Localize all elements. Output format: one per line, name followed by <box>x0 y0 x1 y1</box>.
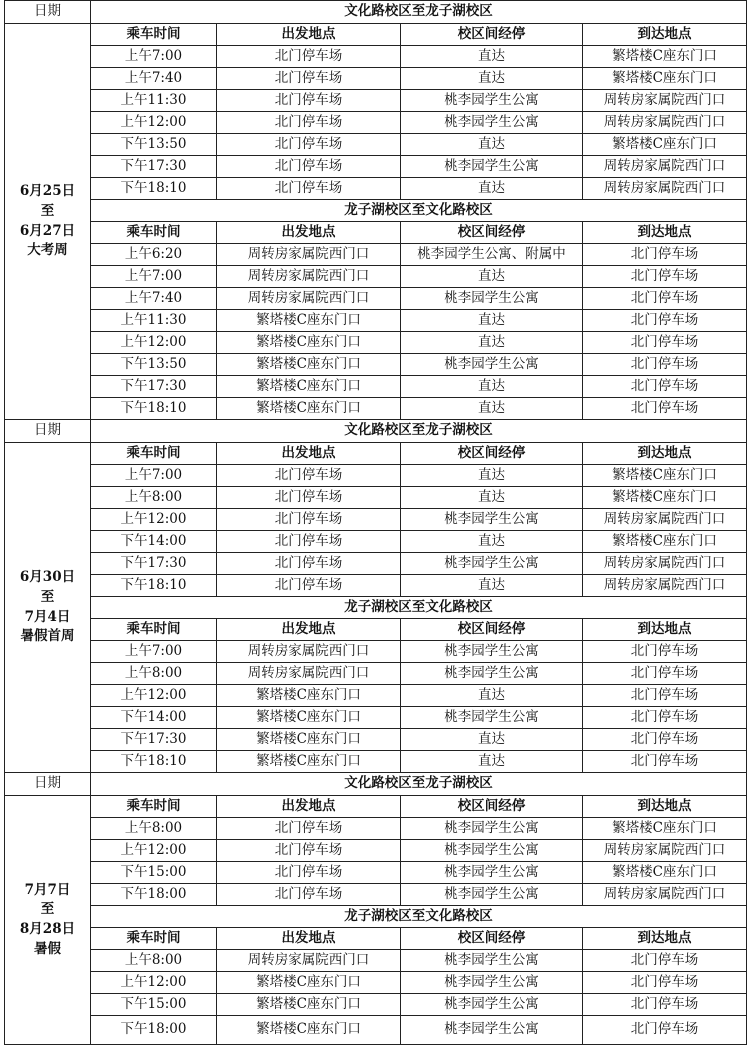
arrival-location-cell: 北门停车场 <box>583 310 747 332</box>
arrival-location-cell: 北门停车场 <box>583 972 747 994</box>
departure-time-cell: 上午11:30 <box>91 310 217 332</box>
departure-time-header: 乘车时间 <box>91 443 217 465</box>
departure-location-cell: 北门停车场 <box>217 112 401 134</box>
departure-time-cell: 下午18:10 <box>91 575 217 597</box>
intermediate-stop-cell: 桃李园学生公寓 <box>401 840 583 862</box>
schedule-row <box>5 134 747 156</box>
date-line: 6月25日 <box>19 183 76 200</box>
route-title: 龙子湖校区至文化路校区 <box>91 906 747 928</box>
intermediate-stop-cell: 桃李园学生公寓 <box>401 641 583 663</box>
intermediate-stop-cell: 直达 <box>401 332 583 354</box>
departure-location-cell: 北门停车场 <box>217 840 401 862</box>
departure-time-cell: 上午12:00 <box>91 509 217 531</box>
intermediate-stop-header: 校区间经停 <box>401 928 583 950</box>
arrival-location-cell: 周转房家属院西门口 <box>583 156 747 178</box>
arrival-location-cell: 周转房家属院西门口 <box>583 840 747 862</box>
intermediate-stop-cell: 桃李园学生公寓 <box>401 707 583 729</box>
arrival-location-header: 到达地点 <box>583 796 747 818</box>
intermediate-stop-header: 校区间经停 <box>401 619 583 641</box>
schedule-row <box>5 531 747 553</box>
departure-time-cell: 下午14:00 <box>91 707 217 729</box>
intermediate-stop-cell: 直达 <box>401 178 583 200</box>
intermediate-stop-cell: 直达 <box>401 531 583 553</box>
intermediate-stop-cell: 桃李园学生公寓 <box>401 950 583 972</box>
departure-time-cell: 下午13:50 <box>91 134 217 156</box>
date-column-header: 日期 <box>5 1 91 24</box>
departure-time-cell: 上午8:00 <box>91 487 217 509</box>
departure-location-cell: 北门停车场 <box>217 68 401 90</box>
departure-location-cell: 北门停车场 <box>217 46 401 68</box>
intermediate-stop-cell: 桃李园学生公寓 <box>401 884 583 906</box>
schedule-row <box>5 1016 747 1045</box>
schedule-row <box>5 354 747 376</box>
date-range-cell <box>5 443 91 773</box>
schedule-row <box>5 818 747 840</box>
schedule-row <box>5 553 747 575</box>
intermediate-stop-cell: 直达 <box>401 465 583 487</box>
arrival-location-cell: 繁塔楼C座东门口 <box>583 862 747 884</box>
arrival-location-cell: 繁塔楼C座东门口 <box>583 465 747 487</box>
departure-location-cell: 繁塔楼C座东门口 <box>217 751 401 773</box>
arrival-location-cell: 北门停车场 <box>583 288 747 310</box>
schedule-row <box>5 509 747 531</box>
date-line: 6月27日 <box>19 222 76 239</box>
arrival-location-cell: 周转房家属院西门口 <box>583 112 747 134</box>
date-line: 至 <box>40 202 55 219</box>
column-header-row <box>5 222 747 244</box>
schedule-row <box>5 707 747 729</box>
period-label: 暑假 <box>34 940 61 957</box>
intermediate-stop-cell: 桃李园学生公寓 <box>401 663 583 685</box>
date-header-row <box>5 1 747 24</box>
intermediate-stop-cell: 桃李园学生公寓 <box>401 90 583 112</box>
arrival-location-cell: 北门停车场 <box>583 376 747 398</box>
departure-time-cell: 下午18:10 <box>91 398 217 420</box>
arrival-location-cell: 繁塔楼C座东门口 <box>583 46 747 68</box>
schedule-row <box>5 68 747 90</box>
intermediate-stop-cell: 直达 <box>401 575 583 597</box>
intermediate-stop-cell: 桃李园学生公寓 <box>401 972 583 994</box>
arrival-location-cell: 周转房家属院西门口 <box>583 553 747 575</box>
arrival-location-cell: 繁塔楼C座东门口 <box>583 818 747 840</box>
arrival-location-cell: 周转房家属院西门口 <box>583 178 747 200</box>
departure-location-cell: 北门停车场 <box>217 884 401 906</box>
date-line: 至 <box>40 901 55 918</box>
intermediate-stop-cell: 桃李园学生公寓 <box>401 553 583 575</box>
arrival-location-cell: 北门停车场 <box>583 1016 747 1045</box>
schedule-row <box>5 663 747 685</box>
intermediate-stop-header: 校区间经停 <box>401 796 583 818</box>
departure-time-header: 乘车时间 <box>91 619 217 641</box>
route-title: 龙子湖校区至文化路校区 <box>91 200 747 222</box>
departure-time-cell: 上午7:40 <box>91 288 217 310</box>
departure-time-cell: 上午7:00 <box>91 266 217 288</box>
departure-location-cell: 北门停车场 <box>217 487 401 509</box>
departure-location-cell: 北门停车场 <box>217 178 401 200</box>
departure-location-cell: 北门停车场 <box>217 862 401 884</box>
intermediate-stop-cell: 桃李园学生公寓 <box>401 994 583 1016</box>
column-header-row <box>5 443 747 465</box>
departure-location-cell: 北门停车场 <box>217 575 401 597</box>
arrival-location-header: 到达地点 <box>583 443 747 465</box>
departure-time-header: 乘车时间 <box>91 24 217 46</box>
schedule-row <box>5 994 747 1016</box>
schedule-row <box>5 46 747 68</box>
departure-location-header: 出发地点 <box>217 928 401 950</box>
departure-location-cell: 周转房家属院西门口 <box>217 266 401 288</box>
schedule-row <box>5 288 747 310</box>
route-title: 文化路校区至龙子湖校区 <box>91 420 747 443</box>
arrival-location-cell: 北门停车场 <box>583 398 747 420</box>
schedule-row <box>5 972 747 994</box>
departure-location-cell: 北门停车场 <box>217 531 401 553</box>
departure-location-cell: 繁塔楼C座东门口 <box>217 332 401 354</box>
route-title: 文化路校区至龙子湖校区 <box>91 1 747 24</box>
departure-time-cell: 上午12:00 <box>91 332 217 354</box>
departure-time-cell: 下午15:00 <box>91 862 217 884</box>
intermediate-stop-cell: 桃李园学生公寓 <box>401 112 583 134</box>
period-label: 暑假首周 <box>20 628 75 645</box>
departure-location-cell: 北门停车场 <box>217 465 401 487</box>
arrival-location-cell: 北门停车场 <box>583 266 747 288</box>
departure-location-cell: 北门停车场 <box>217 509 401 531</box>
column-header-row <box>5 928 747 950</box>
schedule-row <box>5 398 747 420</box>
date-line: 6月30日 <box>19 569 76 586</box>
departure-time-cell: 上午12:00 <box>91 840 217 862</box>
arrival-location-cell: 北门停车场 <box>583 354 747 376</box>
date-column-header: 日期 <box>5 773 91 796</box>
route-title: 龙子湖校区至文化路校区 <box>91 597 747 619</box>
intermediate-stop-cell: 直达 <box>401 266 583 288</box>
departure-time-cell: 上午7:00 <box>91 641 217 663</box>
column-header-row <box>5 24 747 46</box>
arrival-location-cell: 北门停车场 <box>583 994 747 1016</box>
intermediate-stop-cell: 桃李园学生公寓 <box>401 288 583 310</box>
arrival-location-cell: 周转房家属院西门口 <box>583 90 747 112</box>
date-header-row <box>5 420 747 443</box>
departure-time-cell: 下午17:30 <box>91 376 217 398</box>
arrival-location-header: 到达地点 <box>583 928 747 950</box>
arrival-location-header: 到达地点 <box>583 619 747 641</box>
route-title-row <box>5 200 747 222</box>
departure-time-cell: 下午18:00 <box>91 1016 217 1045</box>
departure-time-cell: 上午7:00 <box>91 465 217 487</box>
departure-location-cell: 北门停车场 <box>217 156 401 178</box>
intermediate-stop-cell: 桃李园学生公寓、附属中 <box>401 244 583 266</box>
departure-time-cell: 上午6:20 <box>91 244 217 266</box>
schedule-row <box>5 685 747 707</box>
arrival-location-cell: 周转房家属院西门口 <box>583 509 747 531</box>
intermediate-stop-cell: 直达 <box>401 487 583 509</box>
arrival-location-cell: 繁塔楼C座东门口 <box>583 531 747 553</box>
arrival-location-cell: 北门停车场 <box>583 663 747 685</box>
schedule-row <box>5 862 747 884</box>
departure-location-header: 出发地点 <box>217 24 401 46</box>
departure-location-cell: 北门停车场 <box>217 90 401 112</box>
departure-location-cell: 繁塔楼C座东门口 <box>217 729 401 751</box>
departure-location-cell: 周转房家属院西门口 <box>217 244 401 266</box>
departure-time-cell: 上午8:00 <box>91 663 217 685</box>
date-line: 7月4日 <box>24 608 71 625</box>
route-title-row <box>5 597 747 619</box>
date-range-cell <box>5 24 91 420</box>
intermediate-stop-cell: 直达 <box>401 310 583 332</box>
schedule-row <box>5 266 747 288</box>
intermediate-stop-cell: 桃李园学生公寓 <box>401 156 583 178</box>
departure-location-cell: 繁塔楼C座东门口 <box>217 310 401 332</box>
departure-time-cell: 上午8:00 <box>91 950 217 972</box>
departure-time-cell: 下午14:00 <box>91 531 217 553</box>
departure-location-cell: 北门停车场 <box>217 134 401 156</box>
departure-location-cell: 繁塔楼C座东门口 <box>217 398 401 420</box>
departure-location-header: 出发地点 <box>217 619 401 641</box>
departure-time-cell: 上午7:00 <box>91 46 217 68</box>
schedule-row <box>5 376 747 398</box>
intermediate-stop-header: 校区间经停 <box>401 222 583 244</box>
intermediate-stop-cell: 桃李园学生公寓 <box>401 354 583 376</box>
arrival-location-cell: 北门停车场 <box>583 707 747 729</box>
departure-location-cell: 北门停车场 <box>217 553 401 575</box>
arrival-location-cell: 北门停车场 <box>583 729 747 751</box>
schedule-row <box>5 244 747 266</box>
arrival-location-cell: 北门停车场 <box>583 641 747 663</box>
arrival-location-header: 到达地点 <box>583 24 747 46</box>
departure-time-cell: 下午17:30 <box>91 729 217 751</box>
departure-time-cell: 下午13:50 <box>91 354 217 376</box>
arrival-location-cell: 北门停车场 <box>583 244 747 266</box>
arrival-location-header: 到达地点 <box>583 222 747 244</box>
departure-location-cell: 繁塔楼C座东门口 <box>217 685 401 707</box>
arrival-location-cell: 周转房家属院西门口 <box>583 884 747 906</box>
schedule-row <box>5 465 747 487</box>
departure-time-header: 乘车时间 <box>91 928 217 950</box>
schedule-row <box>5 729 747 751</box>
departure-location-cell: 周转房家属院西门口 <box>217 641 401 663</box>
departure-location-header: 出发地点 <box>217 443 401 465</box>
departure-time-cell: 下午15:00 <box>91 994 217 1016</box>
departure-time-cell: 下午17:30 <box>91 156 217 178</box>
departure-time-cell: 上午11:30 <box>91 90 217 112</box>
date-range-cell <box>5 796 91 1045</box>
intermediate-stop-cell: 桃李园学生公寓 <box>401 862 583 884</box>
departure-time-cell: 下午17:30 <box>91 553 217 575</box>
schedule-row <box>5 884 747 906</box>
arrival-location-cell: 北门停车场 <box>583 332 747 354</box>
departure-location-cell: 繁塔楼C座东门口 <box>217 972 401 994</box>
arrival-location-cell: 北门停车场 <box>583 685 747 707</box>
schedule-row <box>5 840 747 862</box>
departure-time-header: 乘车时间 <box>91 796 217 818</box>
departure-location-header: 出发地点 <box>217 796 401 818</box>
date-column-header: 日期 <box>5 420 91 443</box>
column-header-row <box>5 796 747 818</box>
intermediate-stop-cell: 桃李园学生公寓 <box>401 1016 583 1045</box>
intermediate-stop-cell: 直达 <box>401 134 583 156</box>
departure-time-cell: 下午18:10 <box>91 178 217 200</box>
arrival-location-cell: 繁塔楼C座东门口 <box>583 134 747 156</box>
intermediate-stop-cell: 桃李园学生公寓 <box>401 509 583 531</box>
departure-time-cell: 上午12:00 <box>91 972 217 994</box>
schedule-row <box>5 156 747 178</box>
schedule-row <box>5 178 747 200</box>
intermediate-stop-cell: 直达 <box>401 376 583 398</box>
arrival-location-cell: 北门停车场 <box>583 751 747 773</box>
intermediate-stop-cell: 直达 <box>401 68 583 90</box>
date-header-row <box>5 773 747 796</box>
departure-location-cell: 北门停车场 <box>217 818 401 840</box>
intermediate-stop-cell: 直达 <box>401 46 583 68</box>
date-line: 8月28日 <box>19 921 76 937</box>
departure-location-cell: 周转房家属院西门口 <box>217 288 401 310</box>
departure-location-cell: 繁塔楼C座东门口 <box>217 707 401 729</box>
schedule-row <box>5 751 747 773</box>
schedule-row <box>5 641 747 663</box>
intermediate-stop-cell: 直达 <box>401 751 583 773</box>
departure-time-cell: 下午18:00 <box>91 884 217 906</box>
schedule-row <box>5 950 747 972</box>
arrival-location-cell: 周转房家属院西门口 <box>583 575 747 597</box>
schedule-row <box>5 332 747 354</box>
schedule-row <box>5 310 747 332</box>
schedule-body <box>5 1 747 1045</box>
departure-location-cell: 繁塔楼C座东门口 <box>217 354 401 376</box>
column-header-row <box>5 619 747 641</box>
intermediate-stop-header: 校区间经停 <box>401 443 583 465</box>
arrival-location-cell: 繁塔楼C座东门口 <box>583 487 747 509</box>
intermediate-stop-header: 校区间经停 <box>401 24 583 46</box>
date-line: 7月7日 <box>24 881 71 898</box>
departure-location-cell: 周转房家属院西门口 <box>217 663 401 685</box>
period-label: 大考周 <box>27 242 68 259</box>
schedule-row <box>5 90 747 112</box>
schedule-row <box>5 575 747 597</box>
intermediate-stop-cell: 直达 <box>401 398 583 420</box>
departure-location-cell: 繁塔楼C座东门口 <box>217 1016 401 1045</box>
schedule-row <box>5 112 747 134</box>
arrival-location-cell: 繁塔楼C座东门口 <box>583 68 747 90</box>
intermediate-stop-cell: 直达 <box>401 729 583 751</box>
departure-location-cell: 繁塔楼C座东门口 <box>217 994 401 1016</box>
departure-location-cell: 周转房家属院西门口 <box>217 950 401 972</box>
route-title: 文化路校区至龙子湖校区 <box>91 773 747 796</box>
departure-location-header: 出发地点 <box>217 222 401 244</box>
departure-time-cell: 上午8:00 <box>91 818 217 840</box>
departure-time-cell: 上午12:00 <box>91 685 217 707</box>
schedule-row <box>5 487 747 509</box>
departure-time-cell: 上午12:00 <box>91 112 217 134</box>
arrival-location-cell: 北门停车场 <box>583 950 747 972</box>
departure-time-cell: 下午18:10 <box>91 751 217 773</box>
departure-time-cell: 上午7:40 <box>91 68 217 90</box>
departure-location-cell: 繁塔楼C座东门口 <box>217 376 401 398</box>
route-title-row <box>5 906 747 928</box>
departure-time-header: 乘车时间 <box>91 222 217 244</box>
shuttle-schedule-table <box>4 0 747 1045</box>
date-line: 至 <box>40 588 55 605</box>
intermediate-stop-cell: 桃李园学生公寓 <box>401 818 583 840</box>
intermediate-stop-cell: 直达 <box>401 685 583 707</box>
